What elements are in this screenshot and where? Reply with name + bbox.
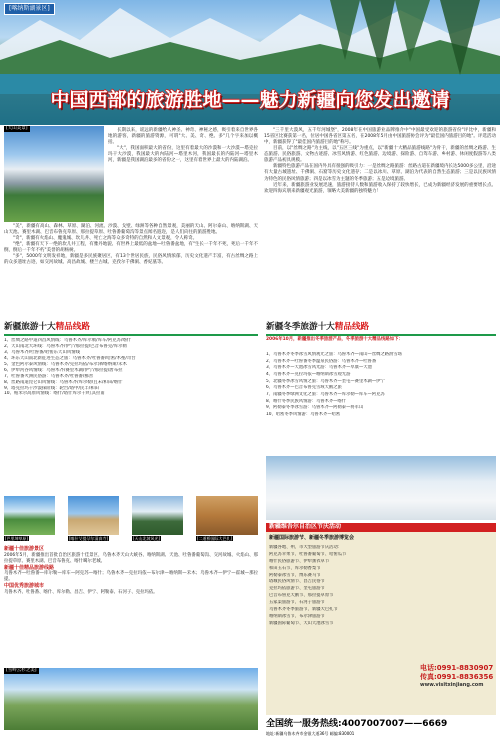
section-divider [4, 334, 258, 336]
festival-item: 塔城民俗风情节、昌吉民俗节 [269, 579, 325, 585]
service-hotline: 全国统一服务热线:4007007007——6669 [266, 719, 448, 729]
intro-continued [4, 224, 258, 266]
overview-paragraph: 新疆特色旅游产品在国内外具有很强的吸引力：一是丝绸之路旅游：丝路古道在新疆境内长达5000多公里，沿途有大量古城遗址、千佛洞、石窟等历史文化遗存；二是以冰川、草原、湖泊为代表的自然生态旅游；三是以民族风情为特色的民俗风情旅游；四是以冰雪为主题的冬季旅游；五是边境旅游。 [264, 164, 496, 182]
summer-notes: 新疆十佳旅游景区 2006年5月，新疆推出首批自治区旅游十佳景区，乌鲁木齐天山大峡谷、喀纳斯湖、天池、吐鲁番葡萄沟、交河故城、火焰山、那拉提草原、赛里木湖、巴音布鲁克、喀什噶尔老城。 新疆十佳精品旅游线路 乌鲁木齐—吐鲁番—库尔勒—库车—阿克苏—喀什；乌鲁木齐—克拉玛依—布尔津—喀纳斯—禾木；乌鲁木齐—伊宁—霍城—那拉提。 中国优秀旅游城市 乌鲁木齐、吐鲁番、喀什、库尔勒、昌吉、伊宁、阿勒泰、石河子、克拉玛依。 [4, 546, 258, 595]
route-item: 8、喀什冬季民族风情游：乌鲁木齐—喀什 [266, 398, 347, 404]
overview-paragraph: "三千里大漠风，五千年河城堡"，2008年在中国旅游业品牌推介中"中国最受欢迎的旅游省份"评比中，新疆和15省区比赛获第一名，位居中国各省区第五名，在2008年5月由中国旅游协会评为"最佳国内旅游目的地"。评选活动中，新疆获得了"最佳国内旅游目的地"称号。 [264, 128, 496, 146]
intro-paragraph: "绝"，新疆有天下一绝的坎儿井工程，有雅丹地貌、有世界上最低的盆地—吐鲁番盆地，有"生长一千年不死，死后一千年不倒，倒后一千年不朽"美誉的胡杨树。 [4, 242, 258, 254]
route-item: 2、乌鲁木齐—吐鲁番冬季温泉民俗游：乌鲁木齐—吐鲁番 [266, 358, 377, 364]
festival-item: 五家渠旅游节、石河子旅游节 [269, 600, 325, 605]
route-item: 10、哈密冬季风情游：乌鲁木齐—哈密 [266, 411, 341, 417]
festival-item: 新疆各地、州、市大型旅游节庆活动： [269, 545, 343, 550]
photo-balikun: [巴里坤草原] [4, 496, 55, 535]
route-item: 1、丝绸之路中道四昌风情线：乌鲁木齐/库尔勒/库车/阿克苏/喀什 [4, 338, 132, 343]
winter-routes-title: 新疆冬季旅游十大精品线路 [266, 322, 370, 332]
route-item: 9、阿勒泰冬季冰雪游：乌鲁木齐—阿勒泰—将军山 [266, 405, 364, 411]
route-item: 2、天山南北大环线：乌鲁木齐/伊宁/那拉提/巴音布鲁克/库尔勒 [4, 343, 127, 349]
tianshan-photo-label: [天山美景] [6, 126, 28, 131]
website-link[interactable]: www.visitxinjiang.com [420, 682, 484, 689]
intro-paragraph: "大"，我国面积最大的省份，这里有着最大的沙漠和一大沙漠—塔克拉玛干大沙漠，我国最大的內陆河—塔里木河，我国最长的内陆河—塔里木河，新疆是我国湖泊最多的省份之一，这里有着世界上最大的内陆湖泊。 [108, 146, 258, 164]
tourism-overview-column [264, 128, 496, 195]
footer-address: 地址:新疆乌鲁木齐市金银大道36号 邮编:830001 [266, 731, 355, 736]
route-item: 5、北疆冬季冰雪风情之旅：乌鲁木齐—奎屯—赛里木湖—伊宁 [266, 378, 385, 384]
festival-item: 乌鲁木齐冬季旅游节、新疆大巴扎节 [269, 606, 338, 612]
intro-paragraph: "奇"，新疆有火焰山、魔鬼城、坎儿井、死亡之海等众多奇特的自然和人文景观，令人称奇。 [13, 236, 198, 242]
festival-panel-title: 新疆国际旅游节、新疆冬季旅游博览会 [269, 535, 355, 541]
overview-paragraph: 目前，以"丝绸之路"为主线，以"五区三线"为重点，以"新疆十大精品旅游线路"为骨干，新疆的丝绸之路游、生态旅游、民俗旅游、文物古迹游、冰雪风情游、红色旅游、边境游、探险游、自驾车游、乡村游、休闲度假游等八类旅游产品初具规模。 [264, 146, 496, 164]
festival-list [269, 545, 495, 628]
route-item: 9、塔克拉玛干沙漠探险线：轮台/塔中/民丰/和田 [4, 385, 100, 391]
photo-bazaar: [二道桥国际大巴扎] [196, 496, 258, 535]
route-item: 7、吐鲁番火洲民俗游：乌鲁木齐/吐鲁番/鄯善 [4, 373, 94, 379]
route-item: 10、帕米尔高原风情线：喀什/塔什库尔干/红其拉甫 [4, 391, 105, 397]
route-item: 7、南疆冬季绿洲文化之旅：乌鲁木齐—库尔勒—库车—阿克苏 [266, 391, 385, 397]
route-item: 3、乌鲁木齐—天池冰雪风光游：乌鲁木齐—阜康—天池 [266, 365, 372, 371]
photo-mosque: [喀什艾提尕尔清真寺] [68, 496, 119, 535]
festival-item: 喀什民俗旅游节、伊犁薰衣草节 [269, 558, 330, 564]
festival-item: 克拉玛依旅游节、奎屯旅游节 [269, 586, 325, 592]
route-item: 4、环东天山南北新征进生态之旅：乌鲁木齐/吐鲁番/哈密/木垒/奇台 [4, 355, 136, 361]
festival-item: 阿勒泰冰雪节、博乐赛马节 [269, 572, 321, 578]
photo-tianshan-pass [4, 668, 258, 730]
intro-paragraph: "多"，5000年文明发祥地，新疆是多民族聚居区，有13个世居民族，民俗风情浓郁，历史文化遗产丰富，有古丝绸之路上的众多遗址古迹，如交河故城、高昌故城、楼兰古城、克孜尔千佛洞、香妃墓等。 [4, 254, 258, 266]
summer-routes-list [4, 338, 258, 397]
fax: 传真:0991-8836356 [420, 673, 494, 682]
tianshan-photo [4, 126, 104, 222]
photo-tianshan: [天山北坡风光] [132, 496, 183, 535]
telephone: 电话:0991-8830907 [420, 664, 494, 672]
hero-headline: 中国西部的旅游胜地——魅力新疆向您发出邀请 [50, 89, 450, 111]
winter-routes-list [266, 352, 496, 419]
festival-item: 阿克苏苹果节、吐鲁番葡萄节、哈密瓜节 [269, 551, 347, 557]
route-item: 8、丝路南道昆仑山风情线：乌鲁木齐/库尔勒/且末/和田/喀什 [4, 379, 123, 385]
contact-block [420, 664, 496, 689]
winter-photo [266, 456, 496, 520]
overview-paragraph: 近年来，新疆旅游业发展迅速，旅游接待人数和旅游收入保持了较快增长，已成为新疆经济发展的重要增长点。欢迎四海宾朋来新疆观光旅游，领略大美新疆的独特魅力！ [264, 182, 496, 194]
route-item: 6、乌鲁木齐—巴音布鲁克雪域天鹅之旅 [266, 385, 342, 391]
festival-item: 新疆国际葡萄节、天山天池冰雪节 [269, 620, 334, 626]
summer-routes-title: 新疆旅游十大精品线路 [4, 322, 90, 332]
tianshan-pass-label: [雪岭云杉之美] [6, 668, 37, 673]
route-item: 3、乌鲁木齐/吐鲁番/哈密东天山风情线 [4, 349, 81, 355]
festival-panel-header: 新疆维吾尔自治区节庆活动 [266, 523, 496, 532]
intro-paragraph: "美"，新疆有高山、森林、草原、湖泊、河流、沙漠、戈壁、绿洲等各种自然景观，美丽的天山、阿尔泰山、喀纳斯湖、天山天池、赛里木湖、巴音布鲁克草原、那拉提草原、吐鲁番葡萄沟等景点闻名遐迩，是人们向往的旅游胜地。 [4, 224, 258, 236]
festival-item: 和田玉石节、库尔勒香梨节 [269, 565, 321, 571]
hero-scene-label: [喀纳斯湖景区] [4, 3, 55, 15]
route-item: 4、乌鲁木齐—克拉玛依—喀纳斯冰雪观光游 [266, 371, 351, 377]
route-item: 6、伊犁河谷风情线：乌鲁木齐/赛里木湖/伊宁/那拉提/唐布拉 [4, 367, 123, 373]
winter-intro: 2006年10月，新疆推出冬季旅游产品，冬季旅游十大精品线路如下： [266, 337, 403, 342]
route-item: 5、金色阿尔泰风情线：乌鲁木齐/克拉玛依/布尔津/喀纳斯/禾木 [4, 361, 127, 367]
section-divider [266, 334, 496, 336]
intro-column [108, 128, 258, 164]
festival-item: 喀纳斯冰雪节、布尔津旅游节 [269, 613, 325, 619]
route-item: 1、乌鲁木齐冬季冰雪风情观光之旅：乌鲁木齐—南山—丝绸之路滑雪场 [266, 352, 402, 357]
intro-paragraph: 长期以来，谣远的新疆给人神圣、神奇、神秘之感，吸引着来自世界各地的游客，新疆的旅游资源，可谓"大、美、奇、绝、多"几个字来加以概括。 [108, 128, 258, 146]
festival-item: 巴音布鲁克天鹅节、那拉提草原节 [269, 593, 334, 599]
